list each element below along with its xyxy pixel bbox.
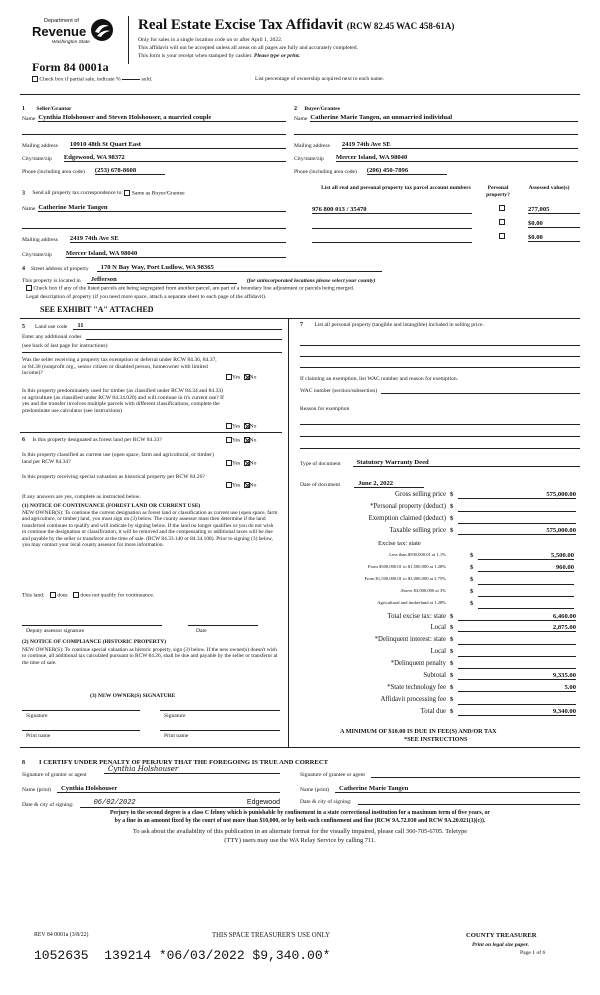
tax-row (300, 613, 580, 623)
no-label: No (249, 460, 257, 467)
new-owner-signature-line-2[interactable] (160, 710, 280, 711)
tax-row (300, 660, 580, 670)
ownership-note: List percentage of ownership acquired next to each name. (255, 76, 385, 82)
exemption-no-checkbox[interactable] (244, 374, 250, 380)
timber-yes-checkbox[interactable] (226, 423, 232, 429)
dollar-sign: $ (450, 636, 454, 643)
partial-sale-checkbox[interactable] (32, 76, 38, 82)
section3-name-row (22, 204, 286, 212)
grantor-date-label: Date & city of signing: (22, 802, 74, 808)
deputy-date-label: Date (196, 628, 207, 634)
additional-codes-label: Enter any additional codes (22, 334, 82, 340)
dollar-sign: $ (450, 503, 454, 510)
assessed-value-field[interactable]: 277,005 (528, 206, 580, 214)
tax-row (300, 648, 580, 658)
tier-row (300, 564, 580, 574)
tier-row (300, 552, 580, 562)
section3-blank-line (22, 228, 286, 229)
partial-sale-row (32, 76, 152, 83)
form-revision: REV 84 0001a (3/8/22) (34, 932, 89, 938)
timber-question: Is this property predominately used for timber (as classified under RCW 84.34 and 84.33) or agriculture (as classified under RCW 84.34.020) and will continue in it's current use? If yes and the transfer involves multiple parcels with different classifications, complete the predominate use calculator (see instructions) (22, 388, 224, 415)
segregation-row (26, 285, 354, 292)
no-label: No (249, 437, 257, 444)
exemption-claim-label: If claiming an exemption, list WAC number and reason for exemption. (300, 376, 459, 382)
tax-row-label: Gross selling price (395, 491, 446, 498)
wac-field[interactable] (381, 388, 580, 394)
tier-value[interactable] (478, 576, 574, 585)
notice1-heading: (1) NOTICE OF CONTINUANCE (FOREST LAND OR CURRENT USE) (22, 503, 201, 509)
seller-num: 1 (22, 106, 25, 112)
tax-row-label: Local (430, 624, 446, 631)
parcel-col3-header: Assessed value(s) (528, 185, 570, 191)
tax-row-value[interactable] (458, 636, 576, 645)
this-land-row (22, 592, 154, 599)
personal-property-line-2[interactable] (300, 356, 580, 357)
perjury-line2: by a fine in an amount fixed by the court of not more than $10,000, or by both such confinement and fine (RCW 9A.72.030 and RCW 9A.20.021(1)(c)). (114, 818, 486, 824)
dollar-sign: $ (470, 564, 474, 571)
does-label: does (57, 592, 68, 599)
tax-row-label: *State technology fee (387, 684, 446, 691)
seller-city-row (22, 154, 286, 162)
section3-city-label: City/state/zip (22, 252, 52, 258)
historic-question: Is this property receiving special valuation as historical property per RCW 84.26? (22, 474, 205, 480)
segregation-checkbox[interactable] (26, 285, 32, 291)
forest-yes-no (226, 437, 256, 444)
buyer-num: 2 (294, 106, 297, 112)
buyer-phone-row (294, 167, 578, 175)
forest-yes-checkbox[interactable] (226, 437, 232, 443)
current-use-no-checkbox[interactable] (244, 460, 250, 466)
deputy-date-line[interactable] (188, 625, 258, 626)
legal-description-label: Legal description of property (if you need more space, attach a separate sheet to each page of the affidavit). (26, 294, 267, 300)
dor-logo (30, 18, 118, 50)
header-note1: Only for sales in a single location code on or after April 1, 2022. (138, 37, 283, 43)
historic-no-checkbox[interactable] (244, 482, 250, 488)
tax-row-value[interactable] (458, 648, 576, 657)
located-in-label: This property is located in (22, 278, 81, 284)
seller-heading (22, 106, 72, 113)
seller-city-field[interactable]: Edgewood, WA 98372 (64, 154, 286, 162)
tax-row (300, 684, 580, 694)
tax-row (300, 491, 580, 501)
wac-label: WAC number (section/subsection) (300, 388, 378, 394)
new-owner-print-line-1[interactable] (22, 730, 140, 731)
tax-row-value[interactable]: 9,340.00 (458, 708, 576, 716)
forest-question-text: Is this property designated as forest land per RCW 84.33? (32, 437, 162, 443)
section7-heading (300, 322, 580, 329)
section3-city-field[interactable]: Mercer Island, WA 98040 (66, 250, 286, 258)
buyer-mailing-label: Mailing address (294, 143, 330, 149)
buyer-heading-text: Buyer/Grantee (304, 106, 341, 112)
parcel-col1-header: List all real and personal property tax parcel account numbers (321, 185, 471, 191)
doc-type-field[interactable]: Statutory Warranty Deed (353, 459, 580, 467)
new-owner-signature-line-1[interactable] (22, 710, 140, 711)
rule-mid (20, 318, 580, 319)
does-not-qualify-checkbox[interactable] (73, 592, 79, 598)
tax-row-value[interactable]: 9,335.00 (458, 672, 576, 680)
grantor-date-value: 06/02/2022 (93, 799, 136, 807)
section3-label: Send all property tax correspondence to: (32, 190, 123, 197)
parcel-row (310, 231, 580, 243)
same-as-buyer-label: Same as Buyer/Grantee (131, 190, 185, 197)
buyer-city-field[interactable]: Mercer Island, WA 98040 (336, 154, 578, 162)
tax-row (300, 696, 580, 706)
grantor-city-value: Edgewood (246, 799, 280, 806)
personal-property-checkbox[interactable] (499, 205, 505, 211)
buyer-phone-field[interactable]: (206) 450-7896 (367, 167, 447, 175)
dollar-sign: $ (470, 600, 474, 607)
grantor-name-field[interactable]: Cynthia Holshouser (57, 785, 280, 793)
current-use-yes-no (226, 460, 256, 467)
section4-label: Street address of property (31, 266, 89, 272)
new-owner-print-line-2[interactable] (160, 730, 280, 731)
tax-row-label: Exemption claimed (deduct) (368, 515, 446, 522)
doc-type-label: Type of document (300, 461, 341, 467)
parcel-number-field[interactable] (312, 242, 472, 243)
dollar-sign: $ (450, 527, 454, 534)
section5-num: 5 (22, 324, 25, 330)
tax-row (300, 624, 580, 634)
header-note3-em: Please type or print. (253, 53, 300, 59)
grantee-date-city-field[interactable] (358, 799, 580, 805)
tier-label: From $500,000.01 to $1,500,000 at 1.28% (367, 564, 446, 569)
partial-sale-label: Check box if partial sale, indicate % (39, 76, 121, 83)
additional-codes-field[interactable] (86, 334, 283, 340)
no-label: No (249, 423, 257, 430)
additional-codes-row (22, 334, 282, 340)
form-title-text: Real Estate Excise Tax Affidavit (138, 17, 343, 33)
dollar-sign: $ (450, 660, 454, 667)
doc-date-row (300, 480, 580, 488)
tax-row-value[interactable]: 575,000.00 (458, 491, 576, 499)
no-label: No (249, 482, 257, 489)
dollar-sign: $ (450, 491, 454, 498)
parcel-number-field[interactable] (312, 228, 472, 229)
section6-num: 6 (22, 437, 25, 443)
land-use-label: Land use code (35, 324, 68, 330)
exemption-question: Was the seller receiving a property tax exemption or deferral under RCW 84.36, 84.37, or 84.38 (nonprofit org., senior citizen or disabled person, homeowner with limited income)? (22, 357, 217, 377)
new-owner-signature-heading: (3) NEW OWNER(S) SIGNATURE (90, 693, 176, 699)
seller-name-field[interactable]: Cynthia Holshouser and Steven Holshouser, a married couple (38, 114, 286, 122)
dollar-sign: $ (450, 613, 454, 620)
dollar-sign: $ (450, 515, 454, 522)
partial-percent-field[interactable] (122, 79, 140, 80)
tier-row (300, 576, 580, 586)
seller-phone-field[interactable]: (253) 678-8608 (95, 167, 165, 175)
grantor-name-label: Name (print) (22, 787, 52, 793)
form-rcw: (RCW 82.45 WAC 458-61A) (346, 21, 455, 31)
section3-mailing-row (22, 235, 286, 243)
parcel-row (310, 203, 580, 215)
grantor-date-city-field[interactable] (80, 799, 280, 808)
buyer-heading (294, 106, 340, 113)
grantee-signature-label: Signature of grantee or agent (300, 772, 365, 778)
tax-row-label: *Delinquent interest: state (374, 636, 446, 643)
tax-row-value[interactable]: 2,875.00 (458, 624, 576, 632)
no-label: No (249, 374, 257, 381)
buyer-mailing-field[interactable]: 2419 74th Ave SE (342, 141, 578, 149)
exemption-yes-no (226, 374, 256, 381)
seller-name-row (22, 114, 286, 122)
page-number: Page 1 of 6 (520, 950, 546, 956)
doc-date-field[interactable]: June 2, 2022 (354, 480, 424, 488)
tax-row-label: *Personal property (deduct) (370, 503, 446, 510)
assessed-value-field[interactable]: $0.00 (528, 220, 580, 228)
tax-row-value[interactable]: 5.00 (458, 684, 576, 692)
section3-name-field[interactable]: Catherine Marie Tangen (38, 204, 286, 212)
see-back-underline (22, 352, 282, 353)
reason-label: Reason for exemption (300, 406, 350, 412)
header-note3-text: This form is your receipt when stamped by cashier. (138, 53, 253, 59)
personal-property-checkbox[interactable] (499, 219, 505, 225)
buyer-mailing-row (294, 141, 578, 149)
tax-row-value[interactable] (458, 696, 576, 705)
grantee-signature-row (300, 772, 580, 778)
tax-row-label: *Delinquent penalty (390, 660, 446, 667)
buyer-name-label: Name (294, 116, 308, 122)
seller-mailing-field[interactable]: 10910 48th St Quart East (70, 141, 286, 149)
dollar-sign: $ (450, 684, 454, 691)
same-as-buyer-checkbox[interactable] (124, 190, 130, 196)
grantor-date-row (22, 799, 280, 808)
seller-city-label: City/state/zip (22, 156, 52, 162)
tax-row (300, 672, 580, 682)
buyer-phone-label: Phone (including area code) (294, 169, 357, 175)
grantee-date-row (300, 799, 580, 805)
sold-label: sold. (141, 76, 153, 83)
legal-paper-note: Print on legal size paper. (472, 942, 530, 948)
print-name-label-1: Print name (26, 733, 51, 739)
yes-label: Yes (232, 423, 241, 430)
buyer-city-label: City/state/zip (294, 156, 324, 162)
buyer-name-field[interactable]: Catherine Marie Tangen, an unmarried individual (310, 114, 578, 122)
tier-value[interactable] (478, 588, 574, 597)
signature-label-2: Signature (164, 713, 186, 719)
buyer-city-row (294, 154, 578, 162)
historic-yes-checkbox[interactable] (226, 482, 232, 488)
rule-top (20, 94, 580, 95)
grantee-name-field[interactable]: Catherine Marie Tangen (335, 785, 580, 793)
personal-property-checkbox[interactable] (499, 233, 505, 239)
signature-label-1: Signature (26, 713, 48, 719)
timber-no-checkbox[interactable] (244, 423, 250, 429)
land-use-field[interactable]: 11 (73, 322, 282, 330)
any-yes-note: If any answers are yes, complete as instructed below. (22, 494, 141, 500)
yes-label: Yes (232, 374, 241, 381)
treasurer-use-label: THIS SPACE TREASURER'S USE ONLY (212, 932, 331, 939)
rule-section8 (20, 747, 580, 748)
yes-label: Yes (232, 482, 241, 489)
personal-property-line-1[interactable] (300, 345, 580, 346)
current-use-yes-checkbox[interactable] (226, 460, 232, 466)
dollar-sign: $ (450, 696, 454, 703)
doc-type-row (300, 459, 580, 467)
notice2-text: NEW OWNER(S): To continue special valuation as historic property, sign (3) below. If the new owner(s) doesn't wish to continue, all additional tax calculated pursuant to RCW 84.26, shall be due and payable by the seller or transferor at the time of sale. (22, 647, 278, 666)
forest-question (22, 437, 222, 444)
wac-row (300, 388, 580, 394)
seller-mailing-label: Mailing address (22, 143, 58, 149)
section4-county-row (22, 276, 582, 284)
tax-row-value[interactable] (458, 503, 576, 512)
reason-line-2[interactable] (300, 436, 580, 437)
tax-row (300, 503, 580, 513)
header-note3 (138, 53, 300, 60)
seller-blank-line (22, 134, 286, 135)
grantor-signature-field[interactable]: Cynthia Holshouser (104, 765, 280, 774)
section3-heading (22, 190, 185, 197)
tax-row-label: Subtotal (423, 672, 446, 679)
dollar-sign: $ (450, 648, 454, 655)
grantee-date-label: Date & city of signing: (300, 799, 352, 805)
dollar-sign: $ (470, 588, 474, 595)
forest-no-checkbox[interactable] (244, 437, 250, 443)
tax-row (300, 636, 580, 646)
tax-row (300, 527, 580, 537)
dollar-sign: $ (470, 552, 474, 559)
dollar-sign: $ (450, 708, 454, 715)
parcel-row (310, 217, 580, 229)
alt-format-line2: (TTY) users may use the WA Relay Service by calling 711. (224, 837, 376, 844)
exemption-yes-checkbox[interactable] (226, 374, 232, 380)
see-instructions-note: *SEE INSTRUCTIONS (404, 736, 468, 743)
tax-row-value[interactable] (458, 660, 576, 669)
property-address-field[interactable]: 170 N Bay Way, Port Ludlow, WA 98365 (97, 264, 382, 272)
section3-city-row (22, 250, 286, 258)
tier-value[interactable]: 960.00 (478, 564, 574, 572)
seller-phone-label: Phone (including area code) (22, 169, 85, 175)
tier-label: Agricultural and timberland at 1.28% (377, 600, 446, 605)
parcel-col2-header: Personal property? (486, 185, 510, 198)
section4-address-row (22, 264, 382, 272)
tax-row-label: Local (430, 648, 446, 655)
doc-date-label: Date of document (300, 482, 341, 488)
this-land-label: This land: (22, 592, 45, 599)
certify-text: I CERTIFY UNDER PENALTY OF PERJURY THAT THE FOREGOING IS TRUE AND CORRECT (39, 759, 328, 766)
tier-value[interactable]: 5,500.00 (478, 552, 574, 560)
tax-row-value[interactable]: 6,460.00 (458, 613, 576, 621)
see-back-note: (see back of last page for instructions) (22, 343, 108, 349)
tax-row-label: Total due (420, 708, 446, 715)
dollar-sign: $ (450, 624, 454, 631)
tax-row-label: Affidavit processing fee (380, 696, 446, 703)
timber-yes-no (226, 423, 256, 430)
alt-format-line1: To ask about the availability of this publication in an alternate format for the visually impaired, please call 360-705-6705. Teletype (132, 828, 468, 835)
county-field[interactable]: Jefferson (87, 276, 237, 284)
column-divider (288, 318, 289, 748)
tier-label: Less than $500,000.01 at 1.1% (389, 552, 446, 557)
section8-num: 8 (22, 760, 25, 766)
tier-row (300, 588, 580, 598)
minimum-fee-note: A MINIMUM OF $10.00 IS DUE IN FEE(S) AND/OR TAX (340, 728, 497, 735)
seller-phone-row (22, 167, 286, 175)
land-use-row (22, 322, 282, 330)
notice1-text: NEW OWNER(S): To continue the current designation as forest land or classification as current use (open space, farm and agriculture, or timber) land, you must sign on (3) below. The county assessor must then determine if the land transferred continues to qualify and will indicate by signing below. If the land no longer qualifies or you do not wish to continue the designation or classification, it will be removed and the compensating or additional taxes will be due and payable by the seller or transferor at the time of sale. (RCW 84.33.140 or 84.34.108). Prior to signing (3) below, you may contact your local county assessor for more information. (22, 510, 278, 549)
grantee-name-label: Name (print) (300, 787, 330, 793)
section7-num: 7 (300, 322, 303, 328)
tax-row (300, 515, 580, 525)
tier-value[interactable] (478, 600, 574, 609)
assessed-value-field[interactable]: $0.00 (528, 234, 580, 242)
tax-row-value[interactable]: 575,000.00 (458, 527, 576, 535)
section3-mailing-field[interactable]: 2419 74th Ave SE (70, 235, 286, 243)
section7-label: List all personal property (tangible and intangible) included in selling price. (314, 322, 484, 328)
header-divider (128, 16, 129, 64)
dept-line2: Revenue (32, 24, 87, 39)
tax-row (300, 708, 580, 718)
section3-mailing-label: Mailing address (22, 237, 58, 243)
buyer-name-row (294, 114, 578, 122)
county-treasurer-label: COUNTY TREASURER (466, 932, 537, 939)
does-not-label: does not qualify for continuance. (80, 592, 155, 599)
print-name-label-2: Print name (164, 733, 189, 739)
tax-row-label: Taxable selling price (389, 527, 446, 534)
header-note2: This affidavit will not be accepted unless all areas on all pages are fully and accurately completed. (138, 45, 358, 51)
dollar-sign: $ (470, 576, 474, 583)
grantee-name-row (300, 785, 580, 793)
buyer-blank-line (294, 134, 578, 135)
tier-label: From $1,500,000.01 to $3,000,000 at 2.75% (364, 576, 446, 581)
notice2-heading: (2) NOTICE OF COMPLIANCE (HISTORIC PROPERTY) (22, 639, 167, 645)
seller-name-label: Name (22, 116, 36, 122)
form-number: Form 84 0001a (32, 60, 109, 74)
seller-heading-text: Seller/Grantor (36, 106, 72, 112)
historic-yes-no (226, 482, 256, 489)
tax-row-label: Total excise tax: state (387, 613, 446, 620)
county-note: (for unincorporated locations please select your county) (246, 278, 376, 284)
seller-mailing-row (22, 141, 286, 149)
tier-label: Above $3,000,000 at 3% (400, 588, 446, 593)
grantor-signature-label: Signature of grantor or agent (22, 772, 87, 778)
deputy-signature-label: Deputy assessor signature (26, 628, 85, 634)
yes-label: Yes (232, 437, 241, 444)
section3-num: 3 (22, 190, 25, 197)
segregation-label: Check box if any of the listed parcels are being segregated from another parcel, are part of a boundary line adjustment or parcels being merged. (33, 285, 355, 292)
dor-swirl-icon (90, 18, 114, 42)
dept-line3: Washington State (52, 40, 90, 45)
reason-line-1[interactable] (300, 424, 580, 425)
dollar-sign: $ (450, 672, 454, 679)
section3-name-label: Name (22, 206, 36, 212)
parcel-number-field[interactable]: 976 800 013 / 35470 (312, 206, 472, 214)
reason-line-3[interactable] (300, 448, 580, 449)
deputy-signature-line[interactable] (22, 625, 162, 626)
does-qualify-checkbox[interactable] (50, 592, 56, 598)
tier-row (300, 600, 580, 610)
grantee-signature-field[interactable] (371, 772, 580, 778)
section4-num: 4 (22, 266, 25, 272)
form-title (138, 17, 454, 34)
legal-description-exhibit[interactable]: SEE EXHIBIT "A" ATTACHED (40, 305, 154, 314)
perjury-line1: Perjury in the second degree is a class C felony which is punishable by confinement in a state correctional institution for a maximum term of five years, or (110, 810, 490, 816)
current-use-question: Is this property classified as current use (open space, farm and agricultural, or timber) land per RCW 84.34? (22, 452, 214, 465)
tax-row-value[interactable] (458, 515, 576, 524)
rule-section6 (20, 432, 282, 433)
dept-line1: Department of (44, 18, 79, 24)
cashier-stamp: 1052635 139214 *06/03/2022 $9,340.00* (34, 948, 331, 963)
personal-property-line-3[interactable] (300, 367, 580, 368)
grantor-name-row (22, 785, 280, 793)
excise-tax-label: Excise tax: state (378, 540, 421, 547)
yes-label: Yes (232, 460, 241, 467)
